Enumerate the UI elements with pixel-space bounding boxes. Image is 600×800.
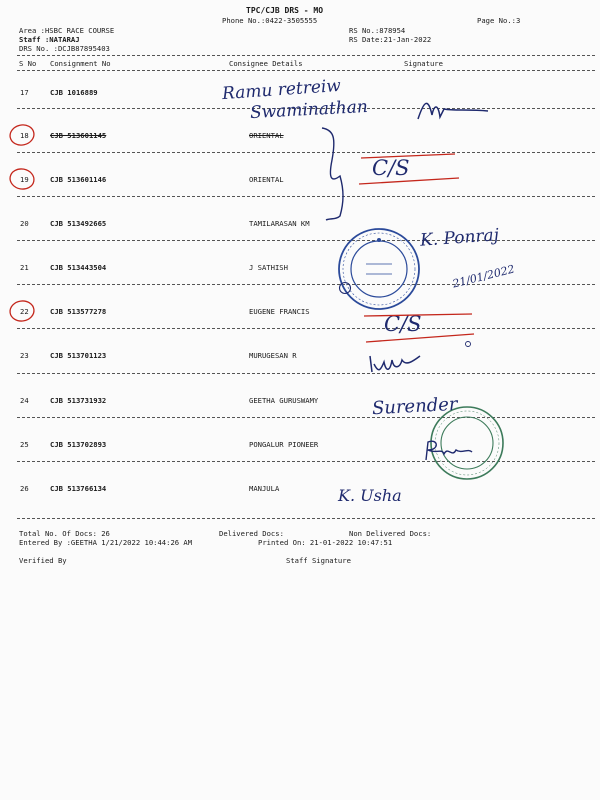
delivered-docs: Delivered Docs: xyxy=(219,529,284,538)
circle-mark xyxy=(338,281,352,295)
row-consignment: CJB 513766134 xyxy=(50,484,107,493)
footer-separator xyxy=(17,518,595,519)
row-sno: 25 xyxy=(20,440,29,449)
row-separator xyxy=(17,196,595,197)
rs-date: RS Date:21-Jan-2022 xyxy=(349,35,432,44)
row-consignee: ORIENTAL xyxy=(249,131,284,140)
row-separator xyxy=(17,417,595,418)
page-number: Page No.:3 xyxy=(477,16,521,25)
red-underline-mark xyxy=(360,308,480,348)
col-sno: S No xyxy=(19,59,37,68)
handwritten-signature xyxy=(366,350,426,378)
row-consignee: GEETHA GURUSWAMY xyxy=(249,396,319,405)
table-row xyxy=(0,131,600,147)
row-sno: 24 xyxy=(20,396,29,405)
handwritten-name: Swaminathan xyxy=(249,96,369,124)
row-separator xyxy=(17,284,595,285)
row-sno: 23 xyxy=(20,351,29,360)
entered-by: Entered By :GEETHA 1/21/2022 10:44:26 AM xyxy=(19,538,193,547)
phone-number: Phone No.:0422-3505555 xyxy=(222,16,318,25)
header-separator xyxy=(17,55,595,56)
table-row xyxy=(0,175,600,191)
row-consignment: CJB 513731932 xyxy=(50,396,107,405)
row-consignment: CJB 513702893 xyxy=(50,440,107,449)
non-delivered-docs: Non Delivered Docs: xyxy=(349,529,432,538)
table-row xyxy=(0,219,600,235)
drs-number: DRS No. :DCJB87895403 xyxy=(19,44,110,53)
red-circle-mark xyxy=(8,298,38,324)
row-consignee: MANJULA xyxy=(249,484,280,493)
handwritten-name: K. Ponraj xyxy=(419,225,500,251)
handwritten-signature xyxy=(414,95,494,125)
doc-title: TPC/CJB DRS - MO xyxy=(246,6,324,15)
row-separator xyxy=(17,152,595,153)
col-consignee: Consignee Details xyxy=(229,59,303,68)
rs-number: RS No.:878954 xyxy=(349,26,406,35)
row-sno: 17 xyxy=(20,88,29,97)
handwritten-name: Ramu retreiw xyxy=(221,75,342,105)
red-circle-mark xyxy=(8,122,38,148)
columns-separator xyxy=(17,70,595,71)
row-consignment: CJB 513492665 xyxy=(50,219,107,228)
row-separator xyxy=(17,461,595,462)
handwritten-name: Surender xyxy=(371,393,459,420)
row-consignment: CJB 513601145 xyxy=(50,131,107,140)
row-sno: 21 xyxy=(20,263,29,272)
table-row xyxy=(0,440,600,456)
staff-signature-label: Staff Signature xyxy=(286,556,351,565)
table-row xyxy=(0,351,600,367)
printed-on: Printed On: 21-01-2022 10:47:51 xyxy=(258,538,393,547)
row-separator xyxy=(17,328,595,329)
staff-label: Staff :NATARAJ xyxy=(19,35,80,44)
row-sno: 22 xyxy=(20,307,29,316)
row-consignment: CJB 513443504 xyxy=(50,263,107,272)
table-row xyxy=(0,396,600,412)
col-signature: Signature xyxy=(404,59,443,68)
red-circle-mark xyxy=(8,166,38,192)
total-docs: Total No. Of Docs: 26 xyxy=(19,529,110,538)
row-consignee: J SATHISH xyxy=(249,263,288,272)
handwritten-bracket xyxy=(318,120,358,225)
row-separator xyxy=(17,373,595,374)
row-consignee: MURUGESAN R xyxy=(249,351,297,360)
row-sno: 26 xyxy=(20,484,29,493)
handwritten-cs: C/S xyxy=(372,156,410,180)
handwritten-signature xyxy=(420,436,476,466)
col-consignment: Consignment No xyxy=(50,59,111,68)
row-sno: 20 xyxy=(20,219,29,228)
red-underline-mark xyxy=(355,150,465,190)
table-row xyxy=(0,307,600,323)
row-consignment: CJB 513601146 xyxy=(50,175,107,184)
row-consignee: PONGALUR PIONEER xyxy=(249,440,319,449)
handwritten-name: K. Usha xyxy=(338,486,402,505)
row-consignment: CJB 1016889 xyxy=(50,88,98,97)
table-row xyxy=(0,484,600,500)
row-consignee: TAMILARASAN KM xyxy=(249,219,310,228)
area-label: Area :HSBC RACE COURSE xyxy=(19,26,115,35)
row-sno: 18 xyxy=(20,131,29,140)
row-consignment: CJB 513701123 xyxy=(50,351,107,360)
verified-by: Verified By xyxy=(19,556,67,565)
row-separator xyxy=(17,240,595,241)
row-consignee: ORIENTAL xyxy=(249,175,284,184)
company-stamp-icon xyxy=(336,226,422,312)
row-consignee: EUGENE FRANCIS xyxy=(249,307,310,316)
handwritten-cs: C/S xyxy=(384,312,422,336)
row-sno: 19 xyxy=(20,175,29,184)
handwritten-date: 21/01/2022 xyxy=(451,262,516,291)
row-consignment: CJB 513577278 xyxy=(50,307,107,316)
